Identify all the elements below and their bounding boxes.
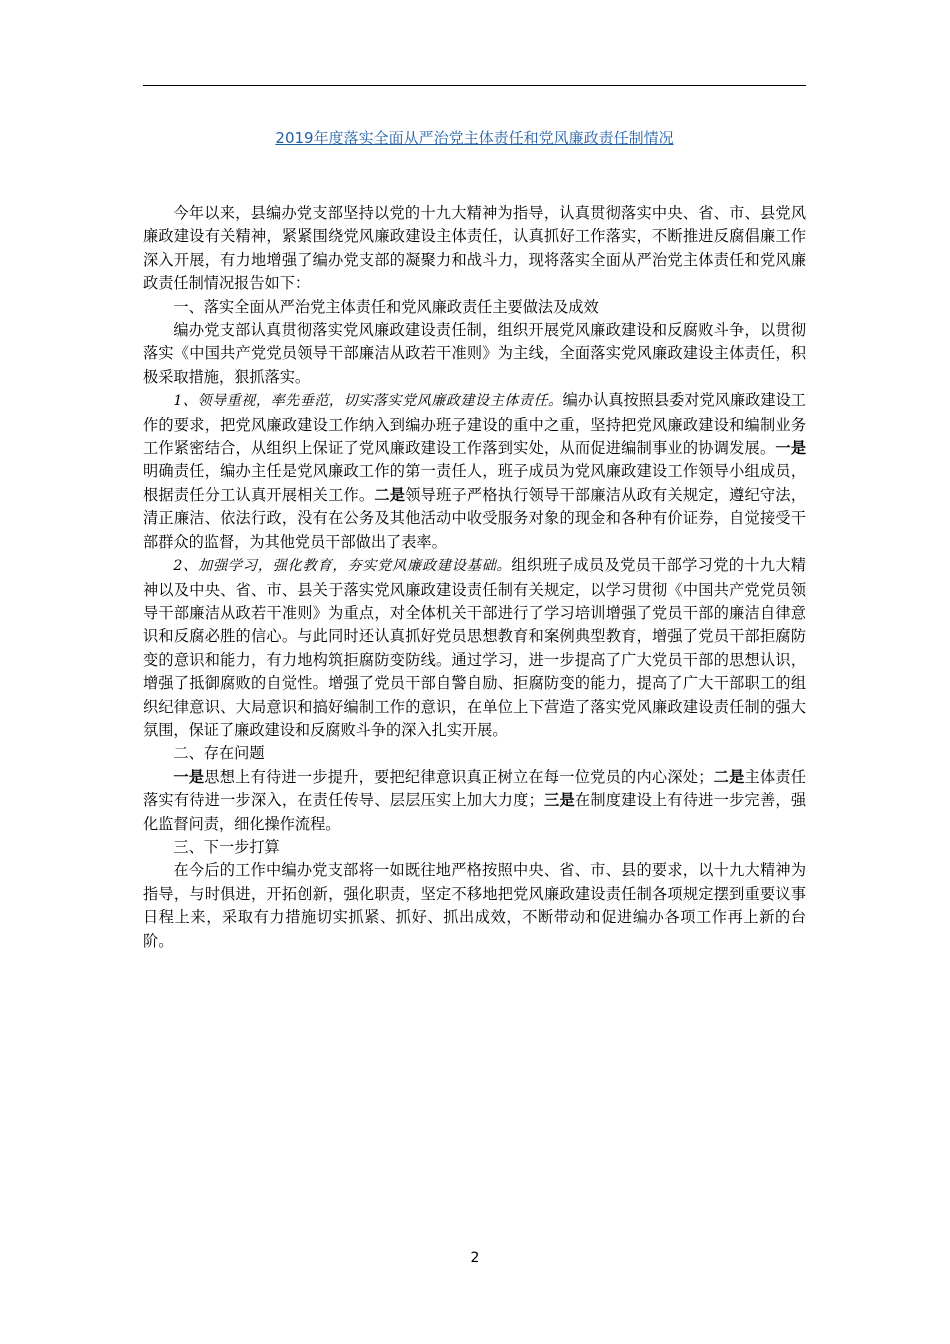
item1-text-a: 编办认真按照县委对党风廉政建设工作的要求，把党风廉政建设工作纳入到编办班子建设的重中之重，坚持把党风廉政建设和编制业务工作紧密结合，从组织上保证了党风廉政建设工作落到实处，从而促进编制事业的协调发展。	[143, 391, 806, 458]
section2-text-a: 思想上有待进一步提升，要把纪律意识真正树立在每一位党员的内心深处；	[204, 767, 714, 786]
item1-lead: 1、领导重视，率先垂范，切实落实党风廉政建设主体责任。	[173, 393, 563, 410]
section1-heading: 一、落实全面从严治党主体责任和党风廉政责任主要做法及成效	[173, 297, 599, 316]
section3-paragraph: 在今后的工作中编办党支部将一如既往地严格按照中央、省、市、县的要求，以十九大精神为指导，与时俱进，开拓创新，强化职责，坚定不移地把党风廉政建设责任制各项规定摆到重要议事日程上来，采取有力措施切实抓紧、抓好、抓出成效，不断带动和促进编办各项工作再上新的台阶。	[143, 861, 806, 950]
item1-bold-second: 二是	[374, 485, 406, 504]
item1-bold-first: 一是	[775, 439, 807, 458]
section2-text-c: 在制度建设上有待进一步完善，强化监督问责，细化操作流程。	[143, 791, 807, 833]
item2-lead: 2、加强学习，强化教育，夯实党风廉政建设基础。	[173, 558, 512, 575]
item2-text: 组织班子成员及党员干部学习党的十九大精神以及中央、省、市、县关于落实党风廉政建设责任制有关规定，以学习贯彻《中国共产党党员领导干部廉洁从政若干准则》为重点，对全体机关干部进行了学习培训增强了党员干部的廉洁自律意识和反腐必胜的信心。与此同时还认真抓好党员思想教育和案例典型教育，增强了党员干部拒腐防变的意识和能力，有力地构筑拒腐防变防线。通过学习，进一步提高了广大党员干部的思想认识，增强了抵御腐败的自觉性。增强了党员干部自警自励、拒腐防变的能力，提高了广大干部职工的组织纪律意识、大局意识和搞好编制工作的意识，在单位上下营造了落实党风廉政建设责任制的强大氛围，保证了廉政建设和反腐败斗争的深入扎实开展。	[143, 556, 806, 739]
section2-bold-third: 三是	[543, 791, 575, 810]
section1-item1	[143, 389, 806, 554]
header-rule	[143, 85, 806, 86]
section2-paragraph	[143, 766, 806, 836]
item1-text-c: 领导班子严格执行领导干部廉洁从政有关规定，遵纪守法，清正廉洁、依法行政，没有在公务及其他活动中收受服务对象的现金和各种有价证券，自觉接受干部群众的监督，为其他党员干部做出了表率。	[143, 485, 807, 551]
section1-item2	[143, 554, 806, 742]
section1-summary: 编办党支部认真贯彻落实党风廉政建设责任制，组织开展党风廉政建设和反腐败斗争，以贯彻落实《中国共产党党员领导干部廉洁从政若干准则》为主线，全面落实党风廉政建设主体责任，积极采取措施，狠抓落实。	[143, 321, 806, 386]
document-body	[143, 202, 806, 953]
section2-heading: 二、存在问题	[173, 744, 265, 763]
section3-heading: 三、下一步打算	[173, 837, 280, 856]
intro-paragraph: 今年以来，县编办党支部坚持以党的十九大精神为指导，认真贯彻落实中央、省、市、县党风廉政建设有关精神，紧紧围绕党风廉政建设主体责任，认真抓好工作落实，不断推进反腐倡廉工作深入开展，有力地增强了编办党支部的凝聚力和战斗力，现将落实全面从严治党主体责任和党风廉政责任制情况报告如下：	[143, 204, 806, 293]
section2-bold-second: 二是	[713, 767, 745, 786]
section2-bold-first: 一是	[173, 767, 205, 786]
section2-text-b: 主体责任落实有待进一步深入，在责任传导、层层压实上加大力度；	[143, 767, 807, 810]
item1-text-b: 明确责任，编办主任是党风廉政工作的第一责任人，班子成员为党风廉政建设工作领导小组成员，根据责任分工认真开展相关工作。	[143, 462, 806, 504]
page-number: 2	[470, 1250, 480, 1266]
document-title-link[interactable]: 2019年度落实全面从严治党主体责任和党风廉政责任制情况	[275, 129, 674, 147]
